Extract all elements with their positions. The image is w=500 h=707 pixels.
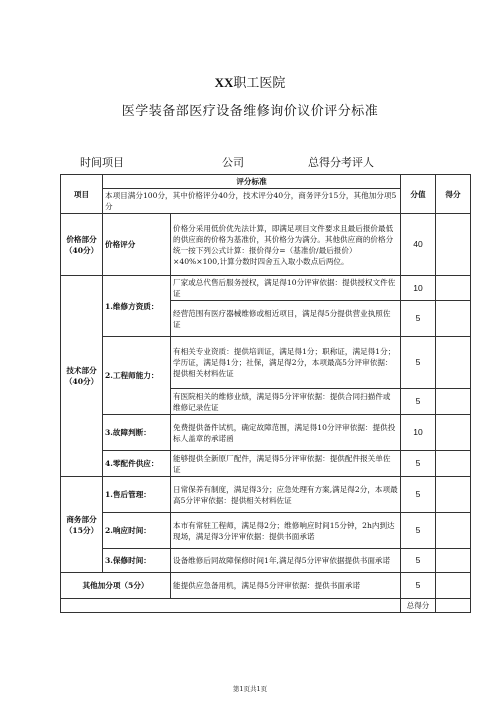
biz-s2-r1-score: 5 [401,513,436,549]
tech-s1: 1.维修方资质： [103,276,171,337]
company-label: 公司 [222,156,244,169]
tech-s2-r2: 有医院相关的维修业绩，满足得5分评审依据：提供合同扫描件或维修记录佐证 [171,389,401,415]
tech-s4-r1: 能够提供全新原厂配件，满足得5分评审依据：提供配件报关单佐证 [171,451,401,477]
tech-s3: 3.故障判断： [103,415,171,451]
price-score: 40 [401,214,436,276]
total-label: 总得分 [401,599,436,613]
table-header-row [61,175,471,189]
document-subtitle: 医学装备部医疗设备维修询价议价评分标准 [121,104,379,119]
table-row [61,415,471,451]
biz-s3: 3.保修时间： [103,549,171,573]
price-category: 价格部分（40分） [61,214,103,276]
biz-category: 商务部分（15分） [61,477,103,573]
extra-text: 能提供应急备用机，满足得5分评审依据：提供书面承诺 [171,573,401,599]
table-row [61,573,471,599]
tech-s4: 4.零配件供应： [103,451,171,477]
tech-s1-r1-score: 10 [401,276,436,301]
header-item: 项目 [61,175,103,214]
header-got: 得分 [436,175,471,214]
tech-s2-r2-score: 5 [401,389,436,415]
table-row [61,337,471,389]
tech-s1-r1-got[interactable] [436,276,471,301]
tech-category: 技术部分（40分） [61,276,103,477]
time-item-label: 时间项目 [80,156,124,169]
title-prefix: XX [214,75,234,90]
total-got[interactable] [436,599,471,613]
tech-s3-r1: 免费提供备件试机，确定故障范围，满足得10分评审依据：提供投标人盖章的承诺函 [171,415,401,451]
tech-s3-r1-got[interactable] [436,415,471,451]
extra-got[interactable] [436,573,471,599]
tech-s2-r2-got[interactable] [436,389,471,415]
tech-s3-r1-score: 10 [401,415,436,451]
tech-s1-r2-score: 5 [401,301,436,337]
biz-s3-r1: 设备维修后同故障保修时间1年,满足得5分评审依据提供书面承诺 [171,549,401,573]
total-row [61,599,471,613]
biz-s2-r1: 本市有常驻工程师，满足得2分；维修响应时间15分钟，2h内到达现场，满足得3分评审依据：提供书面承诺 [171,513,401,549]
biz-s3-r1-score: 5 [401,549,436,573]
table-row [61,451,471,477]
tech-s4-r1-score: 5 [401,451,436,477]
tech-s2-r1-score: 5 [401,337,436,389]
biz-s1-r1-got[interactable] [436,477,471,513]
biz-s2-r1-got[interactable] [436,513,471,549]
table-row [61,477,471,513]
total-spacer [61,599,401,613]
page-footer: 第1页共1页 [232,685,268,693]
biz-s2: 2.响应时间： [103,513,171,549]
tech-s1-r1: 厂家或总代售后服务授权，满足得10分评审依据：提供授权文件佐证 [171,276,401,301]
header-score: 分值 [401,175,436,214]
price-sub: 价格评分 [103,214,171,276]
standard-description: 本项目满分100分，其中价格评分40分，技术评分40分，商务评分15分，其他加分项5分 [103,189,401,214]
scoring-table [60,174,471,613]
table-row [61,513,471,549]
extra-score: 5 [401,573,436,599]
biz-s1: 1.售后管理： [103,477,171,513]
tech-s4-r1-got[interactable] [436,451,471,477]
biz-s1-r1-score: 5 [401,477,436,513]
total-reviewer-label: 总得分考评人 [308,156,374,169]
title-suffix: 职工医院 [233,76,286,91]
tech-s1-r2-got[interactable] [436,301,471,337]
table-row [61,276,471,301]
table-row [61,214,471,276]
tech-s2-r1-got[interactable] [436,337,471,389]
price-text: 价格分采用低价优先法计算，即满足项目文件要求且最后报价最低的供应商的价格为基准价，其价格分为满分。其他供应商的价格分统一按下列公式计算：报价得分=（基准价/最后报价）×40%×100,计算分数时四舍五入取小数点后两位。 [171,214,401,276]
hospital-title [0,72,500,91]
tech-s2: 2.工程师能力： [103,337,171,415]
biz-s1-r1: 日常保养有制度，满足得3分；应急处理有方案,满足得2分，本项最高5分评审依据：提供相关材料佐证 [171,477,401,513]
table-row [61,549,471,573]
extra-category: 其他加分项（5分） [61,573,171,599]
price-got-cell[interactable] [436,214,471,276]
tech-s1-r2: 经营范围有医疗器械维修或相近项目，满足得5分提供营业执照佐证 [171,301,401,337]
biz-s3-r1-got[interactable] [436,549,471,573]
tech-s2-r1: 有相关专业资质：提供培训证，满足得1分；职称证，满足得1分；学历证，满足得1分；社保，满足得2分，本项最高5分评审依据：提供相关材料佐证 [171,337,401,389]
header-standard: 评分标准 [103,175,401,189]
